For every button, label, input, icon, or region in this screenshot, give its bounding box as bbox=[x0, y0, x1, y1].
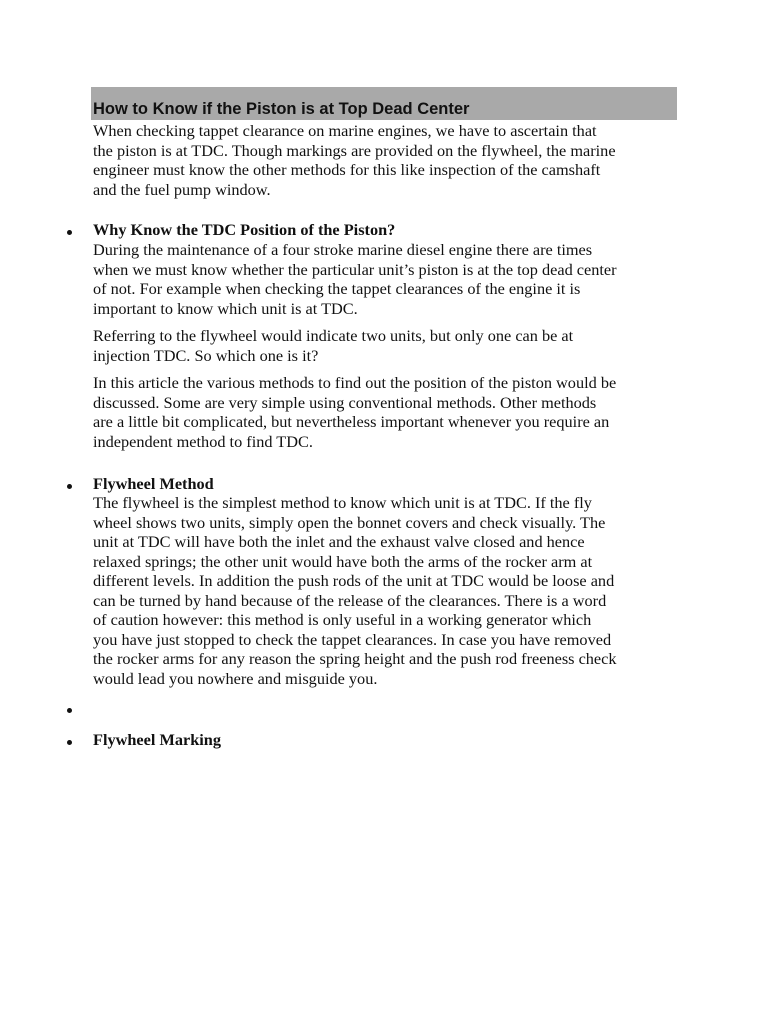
text-line: of not. For example when checking the tappet clearances of the engine it is bbox=[93, 279, 581, 298]
text-line: the piston is at TDC. Though markings are provided on the flywheel, the marine bbox=[93, 140, 616, 160]
text-line: engineer must know the other methods for this like inspection of the camshaft bbox=[93, 160, 601, 179]
text-line: the rocker arms for any reason the spring height and the push rod freeness check bbox=[93, 649, 617, 668]
bullet-icon bbox=[67, 476, 75, 496]
text-line: During the maintenance of a four stroke marine diesel engine there are times bbox=[93, 240, 593, 259]
text-line: important to know which unit is at TDC. bbox=[93, 298, 358, 318]
bullet-icon bbox=[67, 700, 75, 720]
text-line: The flywheel is the simplest method to know which unit is at TDC. If the fly bbox=[93, 493, 592, 512]
text-line: different levels. In addition the push rods of the unit at TDC would be loose and bbox=[93, 571, 615, 590]
text-line: unit at TDC will have both the inlet and the exhaust valve closed and hence bbox=[93, 532, 585, 551]
text-line: of caution however: this method is only useful in a working generator which bbox=[93, 610, 592, 629]
section-heading-why-tdc: Why Know the TDC Position of the Piston? bbox=[93, 220, 396, 239]
text-line: Referring to the flywheel would indicate two units, but only one can be at bbox=[93, 326, 574, 345]
text-line: When checking tappet clearance on marine engines, we have to ascertain that bbox=[93, 121, 597, 140]
text-line: you have just stopped to check the tappet clearances. In case you have removed bbox=[93, 629, 612, 649]
title-bar bbox=[91, 87, 677, 120]
paragraph bbox=[93, 326, 683, 365]
section-heading-flywheel-marking: Flywheel Marking bbox=[93, 730, 221, 749]
bullet-icon bbox=[67, 222, 75, 242]
text-line: and the fuel pump window. bbox=[93, 179, 271, 199]
text-line: discussed. Some are very simple using conventional methods. Other methods bbox=[93, 392, 597, 412]
section-heading-flywheel-method: Flywheel Method bbox=[93, 474, 214, 493]
text-line: are a little bit complicated, but nevertheless important whenever you require an bbox=[93, 412, 610, 431]
text-line: can be turned by hand because of the release of the clearances. There is a word bbox=[93, 590, 607, 610]
paragraph bbox=[93, 493, 683, 688]
text-line: In this article the various methods to find out the position of the piston would be bbox=[93, 373, 617, 392]
paragraph bbox=[93, 373, 683, 451]
paragraph bbox=[93, 240, 683, 318]
intro-paragraph bbox=[93, 121, 683, 199]
text-line: when we must know whether the particular unit’s piston is at the top dead center bbox=[93, 259, 617, 279]
text-line: would lead you nowhere and misguide you. bbox=[93, 668, 378, 688]
section-body-why-tdc bbox=[93, 240, 683, 451]
text-line: independent method to find TDC. bbox=[93, 431, 313, 451]
text-line: wheel shows two units, simply open the bonnet covers and check visually. The bbox=[93, 512, 606, 532]
bullet-icon bbox=[67, 732, 75, 752]
section-body-flywheel-method bbox=[93, 493, 683, 688]
text-line: injection TDC. So which one is it? bbox=[93, 345, 319, 365]
text-line: relaxed springs; the other unit would have both the arms of the rocker arm at bbox=[93, 551, 593, 571]
document-title: How to Know if the Piston is at Top Dead Center bbox=[93, 100, 470, 118]
